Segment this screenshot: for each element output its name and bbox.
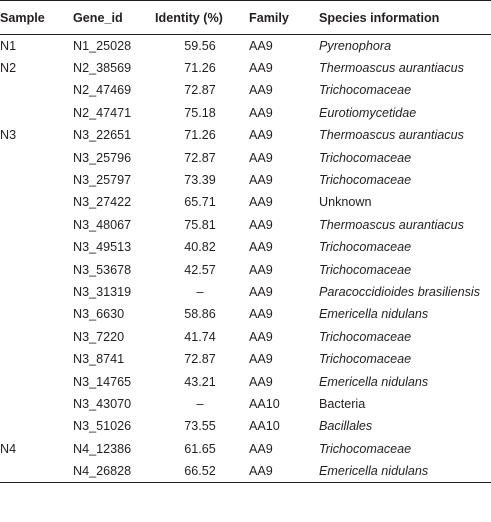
cell-sample — [0, 169, 73, 191]
table-row — [0, 326, 491, 348]
cell-sample: N3 — [0, 128, 17, 143]
cell-family: AA9 — [249, 128, 273, 143]
table-row — [0, 281, 491, 303]
cell-family: AA9 — [249, 61, 273, 76]
cell-sample — [0, 146, 73, 168]
table-row — [0, 57, 491, 79]
cell-gene-id: N3_31319 — [73, 284, 132, 299]
cell-identity: 59.56 — [184, 38, 216, 53]
cell-identity: 65.71 — [184, 195, 216, 210]
header-row — [0, 1, 491, 35]
cell-family: AA9 — [249, 329, 273, 344]
table-row — [0, 169, 491, 191]
cell-family: AA9 — [249, 105, 273, 120]
cell-family: AA9 — [249, 441, 273, 456]
cell-species: Thermoascus aurantiacus — [319, 128, 464, 143]
header-family: Family — [249, 1, 315, 35]
cell-gene-id: N3_22651 — [73, 128, 132, 143]
cell-gene-id: N4_26828 — [73, 460, 155, 482]
cell-gene-id: N3_48067 — [73, 217, 132, 232]
cell-identity: 40.82 — [184, 240, 216, 255]
cell-identity: 75.81 — [184, 217, 216, 232]
cell-identity: 66.52 — [155, 460, 249, 482]
table-header — [0, 1, 491, 35]
cell-identity: 43.21 — [184, 374, 216, 389]
cell-sample — [0, 303, 73, 325]
cell-family: AA9 — [249, 352, 273, 367]
cell-sample — [0, 370, 73, 392]
cell-gene-id: N3_14765 — [73, 374, 132, 389]
table-row — [0, 258, 491, 280]
cell-gene-id: N3_53678 — [73, 262, 132, 277]
cell-sample: N4 — [0, 441, 17, 456]
table-row — [0, 146, 491, 168]
cell-species: Trichocomaceae — [319, 173, 412, 188]
cell-family: AA9 — [249, 460, 315, 482]
header-sample: Sample — [0, 1, 73, 35]
table-row — [0, 79, 491, 101]
cell-gene-id: N3_27422 — [73, 195, 132, 210]
cell-sample — [0, 102, 73, 124]
cell-gene-id: N3_25796 — [73, 150, 132, 165]
cell-species: Trichocomaceae — [319, 240, 412, 255]
cell-gene-id: N2_47469 — [73, 83, 132, 98]
cell-family: AA9 — [249, 262, 273, 277]
cell-species: Trichocomaceae — [319, 329, 412, 344]
cell-identity: – — [196, 396, 204, 411]
table-row — [0, 102, 491, 124]
cell-family: AA9 — [249, 38, 273, 53]
cell-sample — [0, 460, 73, 482]
table-row — [0, 393, 491, 415]
cell-family: AA10 — [249, 396, 280, 411]
cell-gene-id: N3_6630 — [73, 307, 125, 322]
table-row — [0, 236, 491, 258]
cell-gene-id: N4_12386 — [73, 441, 132, 456]
cell-family: AA9 — [249, 217, 273, 232]
header-gene-id: Gene_id — [73, 1, 155, 35]
cell-family: AA9 — [249, 240, 273, 255]
cell-sample — [0, 191, 73, 213]
cell-identity: 72.87 — [184, 150, 216, 165]
cell-sample — [0, 393, 73, 415]
cell-species: Paracoccidioides brasiliensis — [319, 284, 480, 299]
cell-gene-id: N1_25028 — [73, 38, 132, 53]
cell-sample: N2 — [0, 61, 17, 76]
table-row — [0, 370, 491, 392]
cell-species: Trichocomaceae — [319, 83, 412, 98]
cell-identity: 61.65 — [184, 441, 216, 456]
cell-species: Trichocomaceae — [319, 150, 412, 165]
header-identity: Identity (%) — [155, 1, 249, 35]
cell-species: Emericella nidulans — [319, 307, 429, 322]
table-row — [0, 303, 491, 325]
cell-identity: 42.57 — [184, 262, 216, 277]
table-row — [0, 191, 491, 213]
cell-identity: 73.55 — [184, 419, 216, 434]
cell-species: Bacillales — [319, 419, 373, 434]
cell-sample: N1 — [0, 38, 17, 53]
cell-species: Emericella nidulans — [315, 460, 491, 482]
cell-identity: 41.74 — [184, 329, 216, 344]
cell-sample — [0, 281, 73, 303]
cell-family: AA9 — [249, 173, 273, 188]
cell-gene-id: N3_7220 — [73, 329, 125, 344]
cell-species: Eurotiomycetidae — [319, 105, 417, 120]
cell-species: Thermoascus aurantiacus — [319, 217, 464, 232]
table-body — [0, 35, 491, 483]
cell-sample — [0, 415, 73, 437]
header-species: Species information — [315, 1, 491, 35]
cell-gene-id: N3_51026 — [73, 419, 132, 434]
cell-identity: 75.18 — [184, 105, 216, 120]
cell-gene-id: N3_49513 — [73, 240, 132, 255]
cell-gene-id: N3_43070 — [73, 396, 132, 411]
cell-sample — [0, 348, 73, 370]
cell-identity: – — [196, 284, 204, 299]
cell-sample — [0, 79, 73, 101]
cell-gene-id: N2_47471 — [73, 105, 132, 120]
cell-family: AA9 — [249, 284, 273, 299]
cell-identity: 71.26 — [184, 61, 216, 76]
cell-species: Bacteria — [319, 396, 366, 411]
cell-family: AA9 — [249, 150, 273, 165]
cell-species: Unknown — [319, 195, 372, 210]
table-row — [0, 124, 491, 146]
cell-species: Trichocomaceae — [319, 441, 412, 456]
table-row — [0, 415, 491, 437]
cell-species: Thermoascus aurantiacus — [319, 61, 464, 76]
cell-species: Trichocomaceae — [319, 352, 412, 367]
cell-identity: 72.87 — [184, 352, 216, 367]
cell-gene-id: N3_8741 — [73, 352, 125, 367]
cell-identity: 73.39 — [184, 173, 216, 188]
cell-species: Emericella nidulans — [319, 374, 429, 389]
cell-sample — [0, 258, 73, 280]
cell-family: AA10 — [249, 419, 280, 434]
cell-identity: 58.86 — [184, 307, 216, 322]
table-row — [0, 460, 491, 482]
cell-identity: 72.87 — [184, 83, 216, 98]
table-row — [0, 348, 491, 370]
cell-gene-id: N2_38569 — [73, 61, 132, 76]
table-row — [0, 438, 491, 460]
cell-family: AA9 — [249, 307, 273, 322]
cell-sample — [0, 214, 73, 236]
cell-gene-id: N3_25797 — [73, 173, 132, 188]
table-row — [0, 35, 491, 57]
cell-species: Pyrenophora — [319, 38, 392, 53]
cell-identity: 71.26 — [184, 128, 216, 143]
cell-family: AA9 — [249, 195, 273, 210]
table-row — [0, 214, 491, 236]
cell-species: Trichocomaceae — [319, 262, 412, 277]
cell-sample — [0, 326, 73, 348]
cell-family: AA9 — [249, 374, 273, 389]
cell-sample — [0, 236, 73, 258]
cell-family: AA9 — [249, 83, 273, 98]
